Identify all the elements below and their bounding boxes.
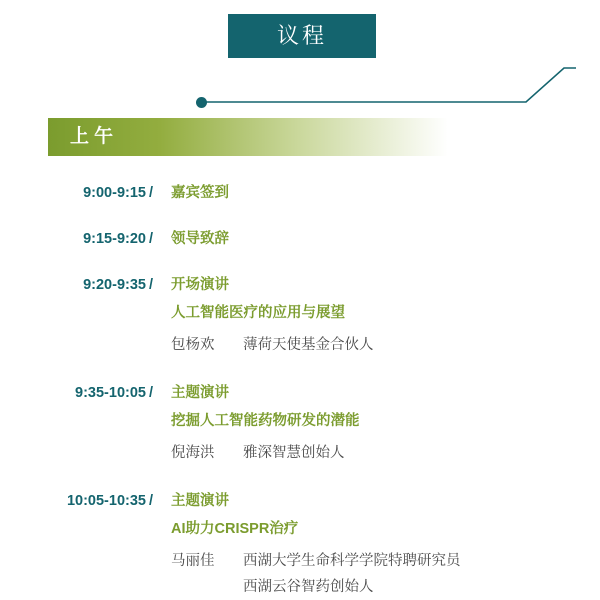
item-title: 开场演讲 xyxy=(171,277,229,293)
agenda-list xyxy=(0,182,600,600)
section-band-morning xyxy=(48,118,448,156)
speaker-row xyxy=(171,440,600,466)
item-time-separator: / xyxy=(148,385,153,401)
item-body xyxy=(161,274,600,358)
item-subtitle: 人工智能医疗的应用与展望 xyxy=(171,305,345,321)
item-time-text: 9:35-10:05 xyxy=(75,385,146,401)
list-item xyxy=(48,228,600,250)
speaker-name: 包杨欢 xyxy=(171,337,215,353)
item-time xyxy=(48,182,161,204)
item-time-separator: / xyxy=(148,493,153,509)
item-time-text: 9:20-9:35 xyxy=(83,277,146,293)
page-title: 议程 xyxy=(276,23,327,48)
speaker-affiliation: 薄荷天使基金合伙人 xyxy=(243,337,374,353)
item-subtitle: 挖掘人工智能药物研发的潜能 xyxy=(171,413,360,429)
item-body xyxy=(161,382,600,466)
speaker-row xyxy=(171,332,600,358)
speaker-affiliation: 西湖大学生命科学学院特聘研究员 xyxy=(243,553,461,569)
item-subtitle: AI助力CRISPR治疗 xyxy=(171,521,299,537)
list-item xyxy=(48,382,600,466)
item-time-separator: / xyxy=(148,185,153,201)
list-item xyxy=(48,274,600,358)
elbow-dot-icon xyxy=(196,97,207,108)
item-body xyxy=(161,228,600,250)
item-time-text: 9:15-9:20 xyxy=(83,231,146,247)
list-item xyxy=(48,490,600,600)
item-body xyxy=(161,490,600,600)
item-time xyxy=(48,382,161,404)
section-label: 上午 xyxy=(70,126,119,147)
item-time xyxy=(48,228,161,250)
item-time-separator: / xyxy=(148,231,153,247)
speaker-affiliation: 雅深智慧创始人 xyxy=(243,445,345,461)
speaker-row xyxy=(171,548,600,574)
item-title: 主题演讲 xyxy=(171,385,229,401)
page-header xyxy=(0,0,600,118)
item-title: 领导致辞 xyxy=(171,231,229,247)
item-time xyxy=(48,490,161,512)
speaker-affiliation-line2: 西湖云谷智药创始人 xyxy=(243,579,374,595)
header-decorative-line xyxy=(196,48,576,110)
item-time-separator: / xyxy=(148,277,153,293)
item-title: 主题演讲 xyxy=(171,493,229,509)
item-time-text: 9:00-9:15 xyxy=(83,185,146,201)
item-time-text: 10:05-10:35 xyxy=(66,493,146,509)
item-body xyxy=(161,182,600,204)
item-time xyxy=(48,274,161,296)
list-item xyxy=(48,182,600,204)
speaker-name: 倪海洪 xyxy=(171,445,215,461)
speaker-name: 马丽佳 xyxy=(171,553,215,569)
item-title: 嘉宾签到 xyxy=(171,185,229,201)
elbow-line-icon xyxy=(196,48,576,110)
